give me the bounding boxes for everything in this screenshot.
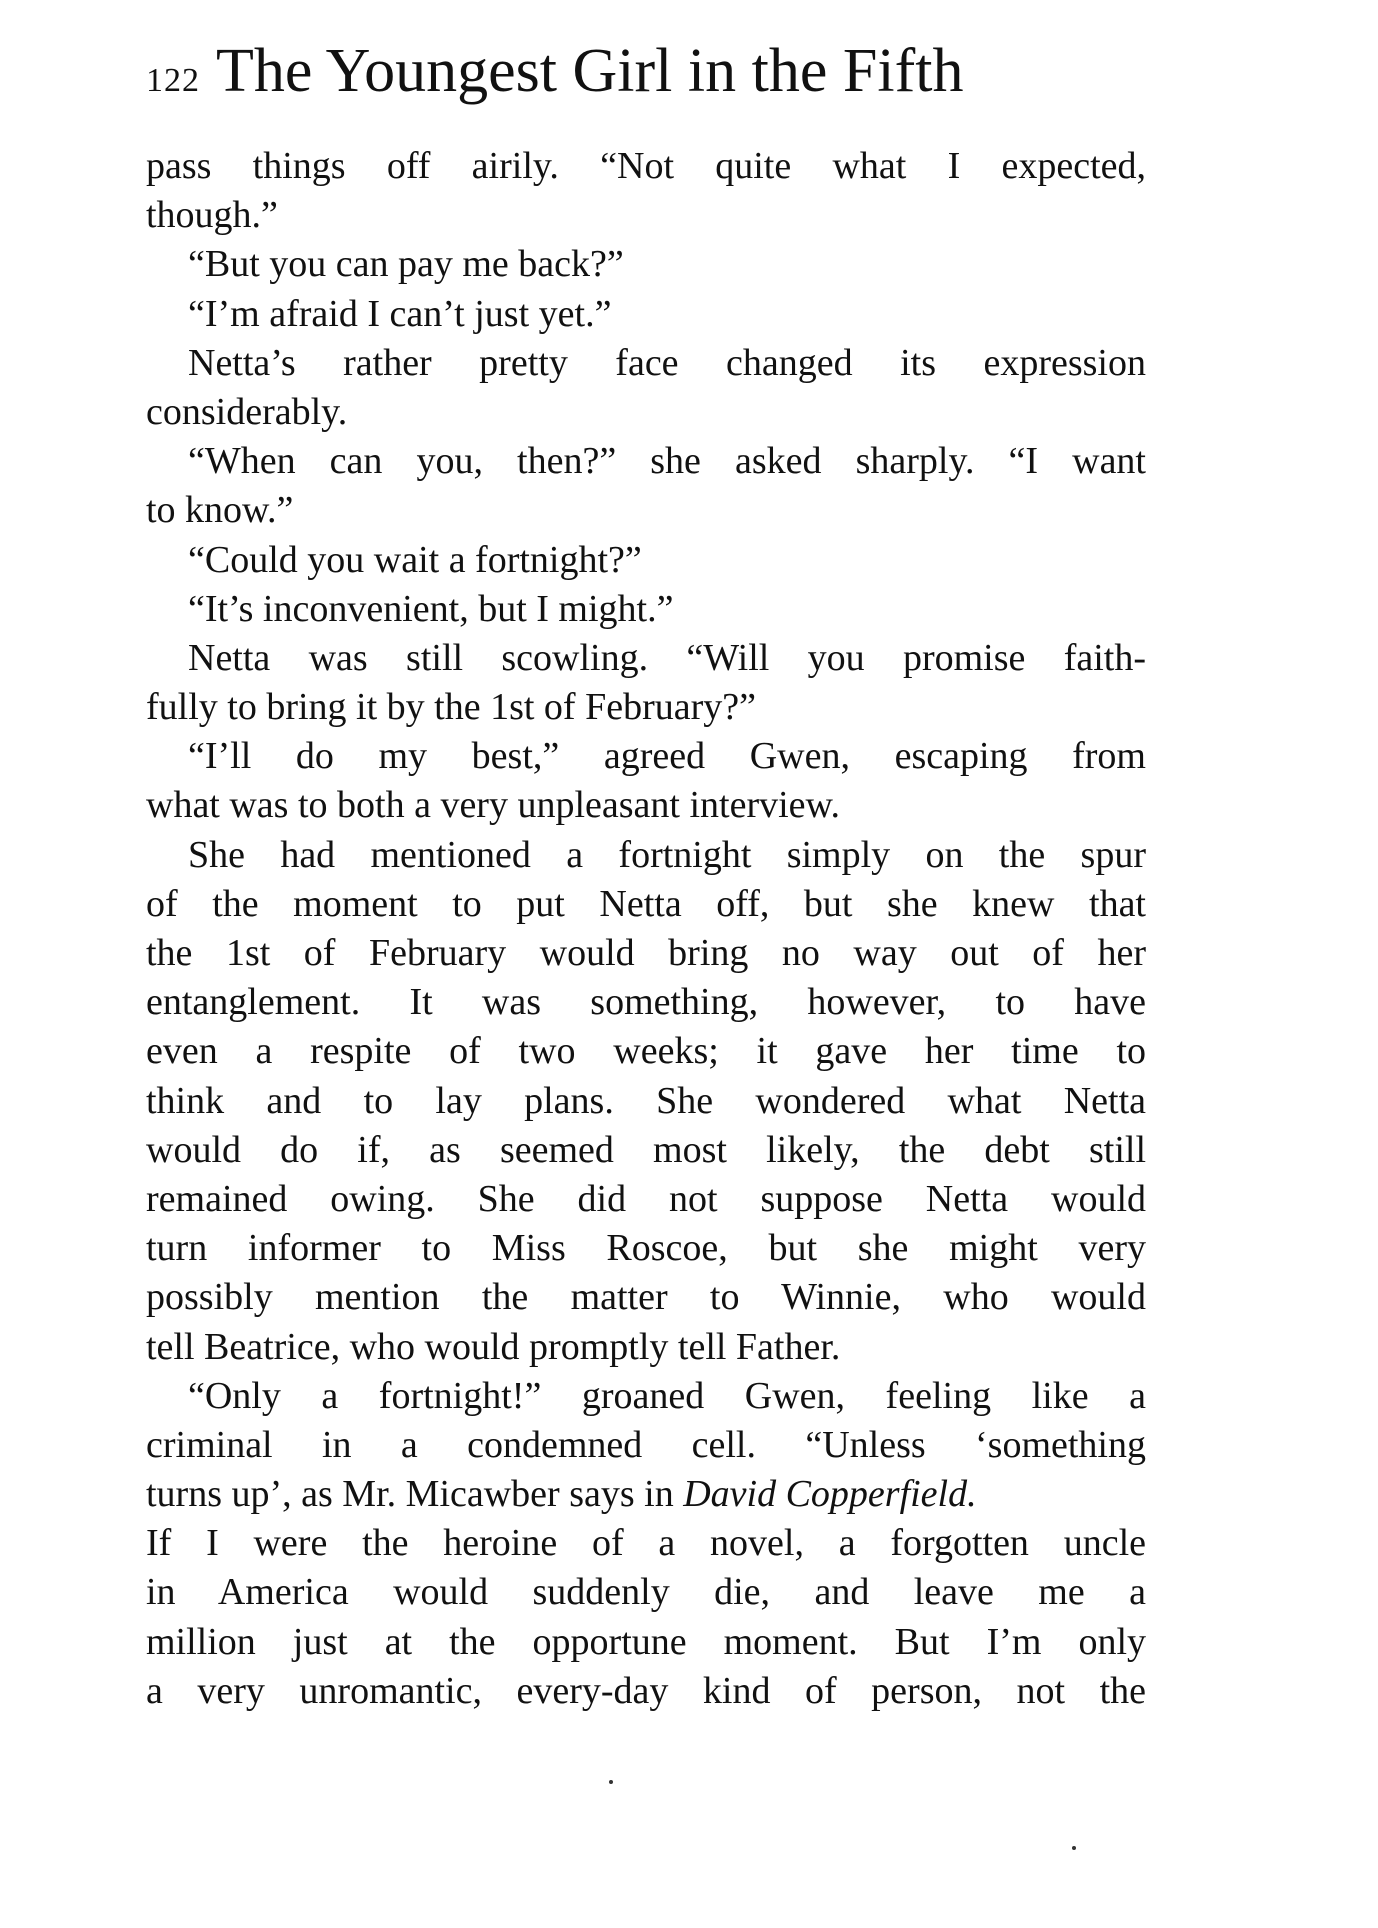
text-line: million just at the opportune moment. But I’m only (146, 1620, 1146, 1663)
text-line: of the moment to put Netta off, but she knew that (146, 882, 1146, 925)
text-line: the 1st of February would bring no way out of her (146, 932, 1146, 974)
text-line: would do if, as seemed most likely, the debt still (146, 1128, 1146, 1171)
text-line: to know.” (146, 489, 294, 532)
text-line: turn informer to Miss Roscoe, but she might very (146, 1227, 1146, 1270)
text-line: “I’m afraid I can’t just yet.” (188, 292, 612, 335)
text-line-start: turns up’, as Mr. Micawber says in (146, 1473, 684, 1516)
running-title: The Youngest Girl in the Fifth (216, 37, 964, 105)
text-line: pass things off airily. “Not quite what I expected, (146, 145, 1146, 187)
text-line: a very unromantic, every-day kind of person, not the (146, 1669, 1146, 1712)
text-line: “Could you wait a fortnight?” (188, 538, 642, 581)
text-line: considerably. (146, 390, 348, 433)
text-line: “I’ll do my best,” agreed Gwen, escaping from (188, 735, 1146, 778)
text-line: tell Beatrice, who would promptly tell Father. (146, 1325, 841, 1368)
text-line: even a respite of two weeks; it gave her time to (146, 1030, 1146, 1073)
text-line: “When can you, then?” she asked sharply. “I want (188, 440, 1146, 483)
text-line: possibly mention the matter to Winnie, who would (146, 1276, 1146, 1319)
text-line: Netta’s rather pretty face changed its expression (188, 341, 1146, 384)
body-text (146, 142, 1146, 1716)
text-line: She had mentioned a fortnight simply on the spur (188, 833, 1146, 876)
text-line: think and to lay plans. She wondered what Netta (146, 1079, 1146, 1122)
page-number: 122 (146, 62, 200, 99)
running-head (146, 36, 1146, 126)
print-speck (609, 1780, 613, 1784)
text-line: though.” (146, 194, 278, 237)
text-line: “It’s inconvenient, but I might.” (188, 587, 674, 630)
text-line: criminal in a condemned cell. “Unless ‘something (146, 1423, 1146, 1466)
text-line: what was to both a very unpleasant interview. (146, 784, 841, 827)
text-line: in America would suddenly die, and leave me a (146, 1571, 1146, 1614)
print-speck (1072, 1846, 1076, 1850)
text-line: If I were the heroine of a novel, a forgotten uncle (146, 1522, 1146, 1565)
text-line: “Only a fortnight!” groaned Gwen, feeling like a (188, 1374, 1146, 1417)
text-line: entanglement. It was something, however, to have (146, 981, 1146, 1024)
text-line (146, 1470, 1146, 1519)
text-line: remained owing. She did not suppose Netta would (146, 1177, 1146, 1220)
text-line: Netta was still scowling. “Will you promise faith- (188, 636, 1146, 679)
book-title-italic: David Copperfield. (683, 1473, 977, 1516)
text-line: “But you can pay me back?” (188, 243, 624, 286)
text-line: fully to bring it by the 1st of February?” (146, 686, 756, 729)
